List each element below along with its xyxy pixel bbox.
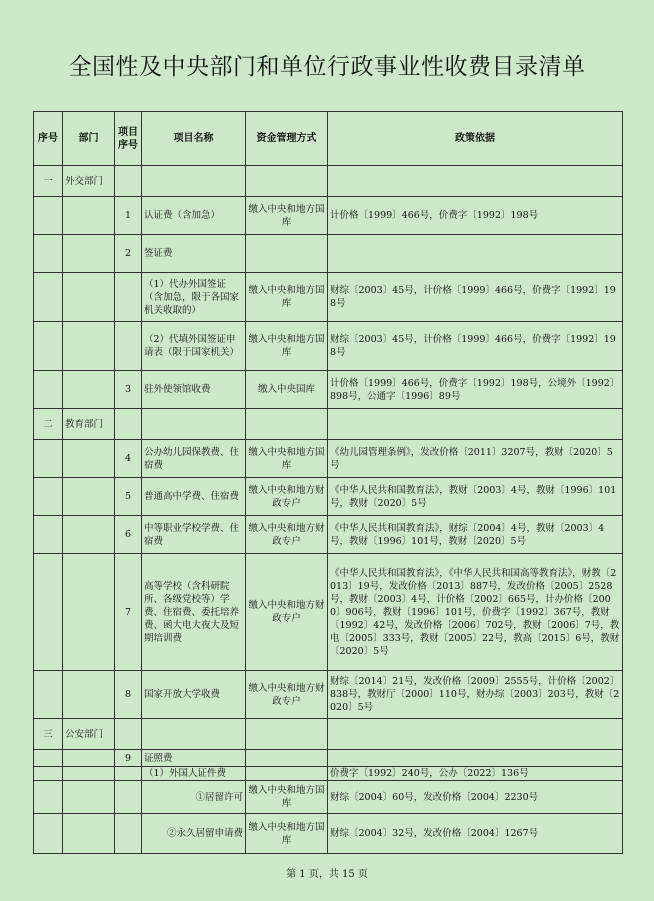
- cell-dept: [63, 322, 115, 371]
- cell-seq: [34, 671, 63, 719]
- cell-item-seq: 2: [115, 235, 142, 273]
- table-row: [34, 814, 623, 854]
- cell-seq: [34, 322, 63, 371]
- cell-seq: 二: [34, 409, 63, 440]
- cell-policy: 财综〔2014〕21号，发改价格〔2009〕2555号，计价格〔2002〕838号，教财厅〔2000〕110号，财办综〔2003〕203号，教财〔2020〕5号: [328, 671, 623, 719]
- cell-dept: [63, 440, 115, 478]
- cell-item-seq: 9: [115, 750, 142, 767]
- cell-fund-mgmt: 缴入中央和地方财政专户: [246, 554, 328, 671]
- cell-policy: 计价格〔1999〕466号，价费字〔1992〕198号，公境外〔1992〕898号，公通字〔1996〕89号: [328, 371, 623, 409]
- cell-policy: 《中华人民共和国教育法》，《中华人民共和国高等教育法》，财教〔2013〕19号，发改价格〔2013〕887号，发改价格〔2005〕2528号，教财〔2003〕4号，计价格〔2002〕665号，计办价格〔2000〕906号，教财〔1996〕101号，价费字〔1992〕367号，教财〔1992〕42号，发改价格〔2006〕702号，教财〔2006〕7号，教电〔2005〕333号，教财〔2005〕22号，教高〔2015〕6号，教财〔2020〕5号: [328, 554, 623, 671]
- cell-fund-mgmt: [246, 409, 328, 440]
- cell-item-seq: [115, 719, 142, 750]
- header-row: [34, 112, 623, 166]
- cell-fund-mgmt: 缴入中央和地方财政专户: [246, 478, 328, 516]
- cell-policy: 财综〔2004〕60号，发改价格〔2004〕2230号: [328, 781, 623, 814]
- cell-item-seq: 6: [115, 516, 142, 554]
- cell-policy: 《中华人民共和国教育法》，财综〔2004〕4号，教财〔2003〕4号，教财〔1996〕101号，教财〔2020〕5号: [328, 516, 623, 554]
- cell-seq: [34, 440, 63, 478]
- page-title: 全国性及中央部门和单位行政事业性收费目录清单: [68, 54, 586, 80]
- cell-policy: [328, 719, 623, 750]
- cell-fund-mgmt: 缴入中央和地方财政专户: [246, 516, 328, 554]
- table-row: [34, 235, 623, 273]
- cell-dept: [63, 371, 115, 409]
- cell-item-seq: [115, 814, 142, 854]
- table-row: [34, 671, 623, 719]
- table-row: [34, 197, 623, 235]
- header-seq: 序号: [34, 112, 63, 166]
- cell-fund-mgmt: 缴入中央和地方国库: [246, 814, 328, 854]
- table-row: [34, 371, 623, 409]
- cell-dept: 外交部门: [63, 166, 115, 197]
- cell-fund-mgmt: 缴入中央和地方国库: [246, 197, 328, 235]
- table-row: [34, 440, 623, 478]
- cell-seq: [34, 814, 63, 854]
- cell-item-seq: [115, 409, 142, 440]
- cell-item-seq: [115, 781, 142, 814]
- header-item-name: 项目名称: [142, 112, 246, 166]
- table-row: [34, 750, 623, 767]
- cell-item-name: 普通高中学费、住宿费: [142, 478, 246, 516]
- table-row: [34, 273, 623, 322]
- table-row: [34, 767, 623, 781]
- cell-fund-mgmt: 缴入中央和地方国库: [246, 440, 328, 478]
- fee-table: [33, 111, 623, 854]
- table-row: [34, 719, 623, 750]
- cell-seq: [34, 235, 63, 273]
- table-row: [34, 409, 623, 440]
- cell-fund-mgmt: [246, 767, 328, 781]
- cell-fund-mgmt: [246, 166, 328, 197]
- cell-item-name: 认证费（含加急）: [142, 197, 246, 235]
- cell-item-seq: 1: [115, 197, 142, 235]
- cell-item-seq: 7: [115, 554, 142, 671]
- cell-item-name: 驻外使领馆收费: [142, 371, 246, 409]
- cell-fund-mgmt: 缴入中央和地方国库: [246, 781, 328, 814]
- cell-seq: [34, 371, 63, 409]
- cell-item-name: （1）代办外国签证（含加急，限于各国家机关收取的）: [142, 273, 246, 322]
- cell-seq: [34, 478, 63, 516]
- page-footer: 第 1 页，共 15 页: [286, 869, 368, 880]
- cell-seq: [34, 750, 63, 767]
- cell-seq: 三: [34, 719, 63, 750]
- cell-policy: [328, 409, 623, 440]
- cell-item-name: [142, 166, 246, 197]
- cell-fund-mgmt: [246, 750, 328, 767]
- cell-dept: [63, 671, 115, 719]
- cell-dept: [63, 814, 115, 854]
- cell-item-name: （2）代填外国签证申请表（限于国家机关）: [142, 322, 246, 371]
- cell-item-name: [142, 719, 246, 750]
- cell-policy: 《幼儿园管理条例》，发改价格〔2011〕3207号，教财〔2020〕5号: [328, 440, 623, 478]
- cell-item-name: 公办幼儿园保教费、住宿费: [142, 440, 246, 478]
- cell-policy: 《中华人民共和国教育法》，教财〔2003〕4号，教财〔1996〕101号，教财〔2020〕5号: [328, 478, 623, 516]
- header-fund-mgmt: 资金管理方式: [246, 112, 328, 166]
- cell-dept: [63, 767, 115, 781]
- cell-dept: [63, 197, 115, 235]
- cell-dept: [63, 478, 115, 516]
- table-row: [34, 322, 623, 371]
- cell-item-seq: [115, 166, 142, 197]
- table-row: [34, 516, 623, 554]
- cell-dept: [63, 750, 115, 767]
- cell-policy: 价费字〔1992〕240号，公办〔2022〕136号: [328, 767, 623, 781]
- cell-item-name: ②永久居留申请费: [142, 814, 246, 854]
- cell-item-name: 中等职业学校学费、住宿费: [142, 516, 246, 554]
- cell-fund-mgmt: [246, 235, 328, 273]
- cell-seq: [34, 273, 63, 322]
- cell-policy: 财综〔2003〕45号，计价格〔1999〕466号，价费字〔1992〕198号: [328, 322, 623, 371]
- table-row: [34, 166, 623, 197]
- cell-dept: 公安部门: [63, 719, 115, 750]
- header-item-seq: 项目 序号: [115, 112, 142, 166]
- cell-seq: [34, 781, 63, 814]
- cell-fund-mgmt: [246, 719, 328, 750]
- cell-item-seq: [115, 322, 142, 371]
- cell-item-seq: [115, 273, 142, 322]
- header-policy: 政策依据: [328, 112, 623, 166]
- cell-policy: 财综〔2003〕45号，计价格〔1999〕466号，价费字〔1992〕198号: [328, 273, 623, 322]
- cell-item-seq: 3: [115, 371, 142, 409]
- cell-item-seq: 8: [115, 671, 142, 719]
- cell-item-name: 高等学校（含科研院所、各级党校等）学费、住宿费、委托培养费、函大电大夜大及短期培训费: [142, 554, 246, 671]
- table-row: [34, 478, 623, 516]
- table-row: [34, 554, 623, 671]
- cell-dept: 教育部门: [63, 409, 115, 440]
- cell-item-name: 签证费: [142, 235, 246, 273]
- header-dept: 部门: [63, 112, 115, 166]
- cell-fund-mgmt: 缴入中央和地方国库: [246, 273, 328, 322]
- cell-seq: 一: [34, 166, 63, 197]
- cell-seq: [34, 516, 63, 554]
- cell-dept: [63, 554, 115, 671]
- cell-policy: 财综〔2004〕32号，发改价格〔2004〕1267号: [328, 814, 623, 854]
- cell-seq: [34, 767, 63, 781]
- cell-item-name: 国家开放大学收费: [142, 671, 246, 719]
- cell-dept: [63, 516, 115, 554]
- table-body: [34, 166, 623, 854]
- table-row: [34, 781, 623, 814]
- cell-policy: [328, 166, 623, 197]
- cell-seq: [34, 554, 63, 671]
- cell-policy: [328, 750, 623, 767]
- cell-dept: [63, 273, 115, 322]
- cell-item-name: 证照费: [142, 750, 246, 767]
- cell-policy: 计价格〔1999〕466号，价费字〔1992〕198号: [328, 197, 623, 235]
- cell-item-name: （1）外国人证件费: [142, 767, 246, 781]
- cell-seq: [34, 197, 63, 235]
- cell-item-name: ①居留许可: [142, 781, 246, 814]
- cell-item-seq: 4: [115, 440, 142, 478]
- cell-item-seq: [115, 767, 142, 781]
- cell-item-name: [142, 409, 246, 440]
- cell-item-seq: 5: [115, 478, 142, 516]
- cell-fund-mgmt: 缴入中央国库: [246, 371, 328, 409]
- cell-fund-mgmt: 缴入中央和地方财政专户: [246, 671, 328, 719]
- cell-fund-mgmt: 缴入中央和地方国库: [246, 322, 328, 371]
- cell-dept: [63, 235, 115, 273]
- cell-policy: [328, 235, 623, 273]
- cell-dept: [63, 781, 115, 814]
